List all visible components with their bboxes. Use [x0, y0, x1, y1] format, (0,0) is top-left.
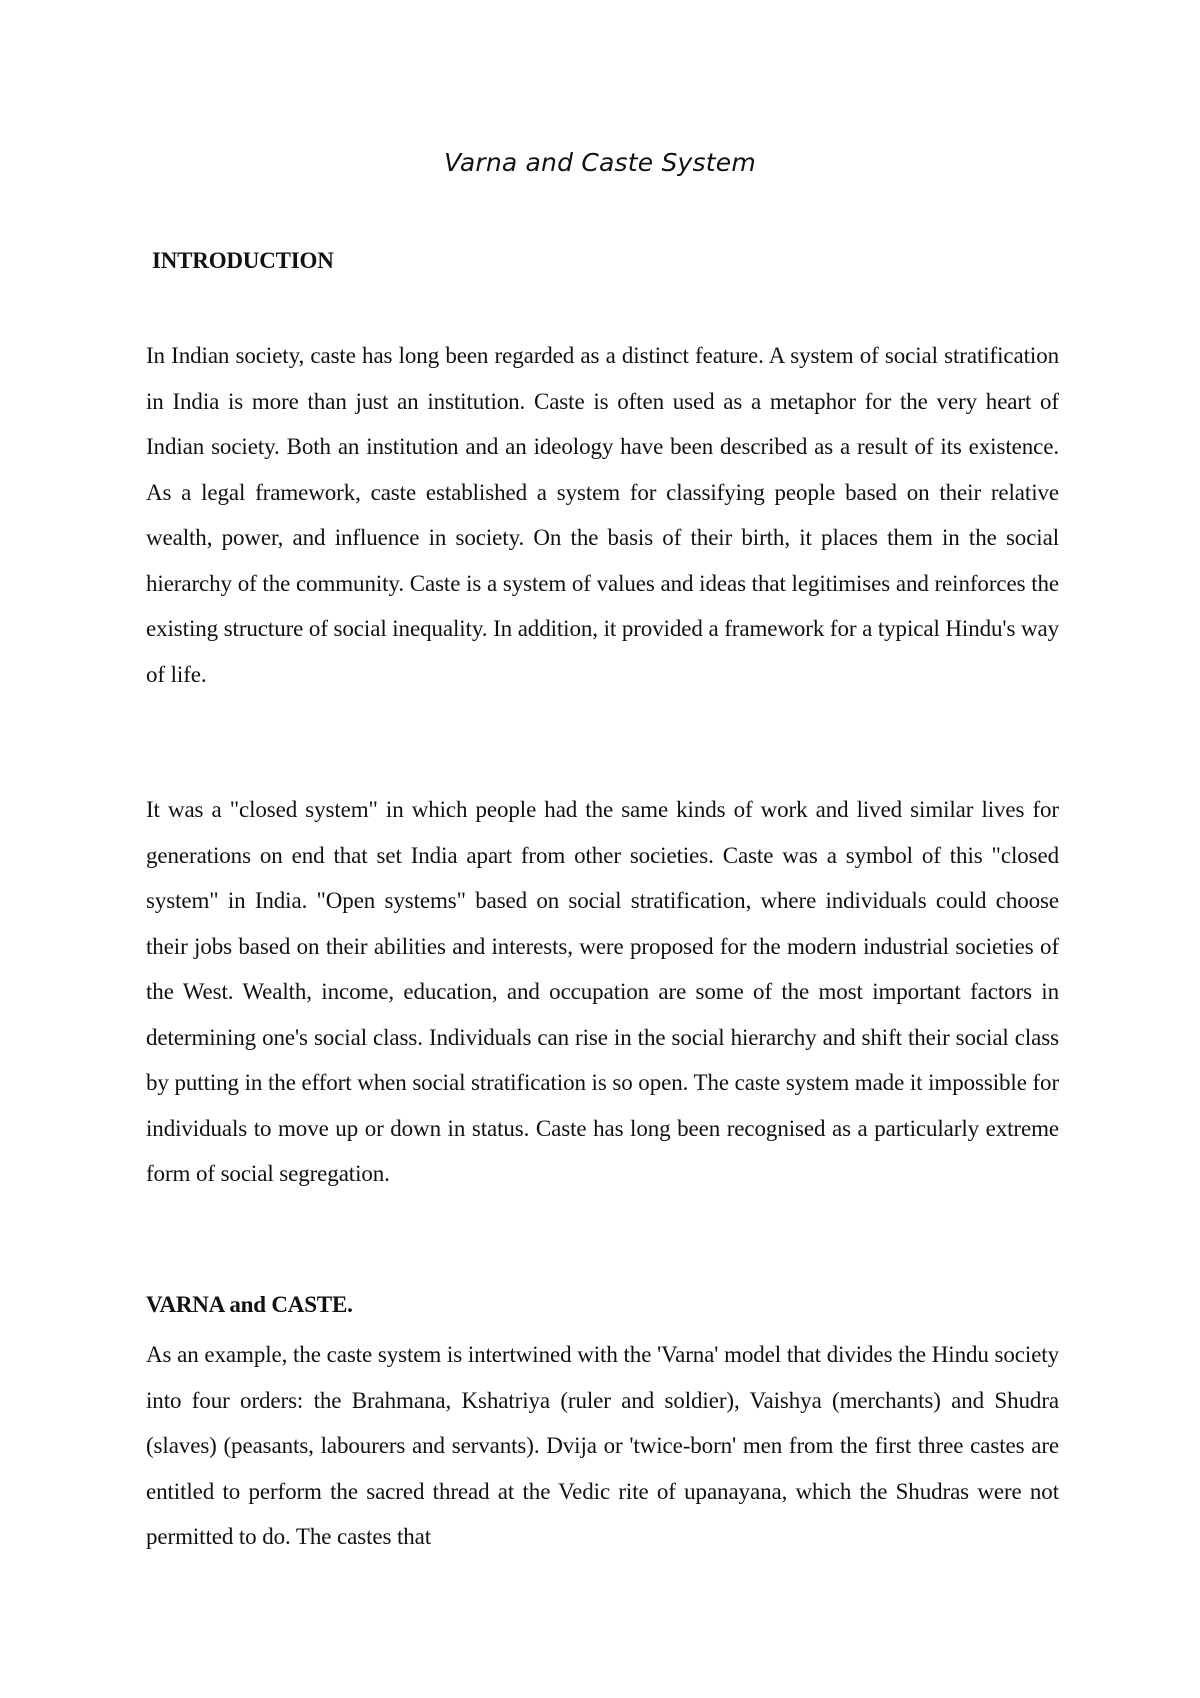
- paragraph-introduction-1: In Indian society, caste has long been regarded as a distinct feature. A system of social stratification in India is more than just an institution. Caste is often used as a metaphor for the very heart of Indian society. Both an institution and an ideology have been described as a result of its existence. As a legal framework, caste established a system for classifying people based on their relative wealth, power, and influence in society. On the basis of their birth, it places them in the social hierarchy of the community. Caste is a system of values and ideas that legitimises and reinforces the existing structure of social inequality. In addition, it provided a framework for a typical Hindu's way of life.: [146, 343, 1059, 687]
- paragraph-varna-and-caste-1: As an example, the caste system is intertwined with the 'Varna' model that divides the Hindu society into four orders: the Brahmana, Kshatriya (ruler and soldier), Vaishya (merchants) and Shudra (slaves) (peasants, labourers and servants). Dvija or 'twice-born' men from the first three castes are entitled to perform the sacred thread at the Vedic rite of upanayana, which the Shudras were not permitted to do. The castes that: [146, 1342, 1059, 1549]
- paragraph-introduction-2: It was a "closed system" in which people had the same kinds of work and lived similar lives for generations on end that set India apart from other societies. Caste was a symbol of this "closed system" in India. "Open systems" based on social stratification, where individuals could choose their jobs based on their abilities and interests, were proposed for the modern industrial societies of the West. Wealth, income, education, and occupation are some of the most important factors in determining one's social class. Individuals can rise in the social hierarchy and shift their social class by putting in the effort when social stratification is so open. The caste system made it impossible for individuals to move up or down in status. Caste has long been recognised as a particularly extreme form of social segregation.: [146, 797, 1059, 1186]
- section-heading-varna-and-caste: VARNA and CASTE.: [146, 1292, 353, 1317]
- document-title: Varna and Caste System: [444, 148, 756, 177]
- section-heading-introduction: INTRODUCTION: [152, 248, 334, 273]
